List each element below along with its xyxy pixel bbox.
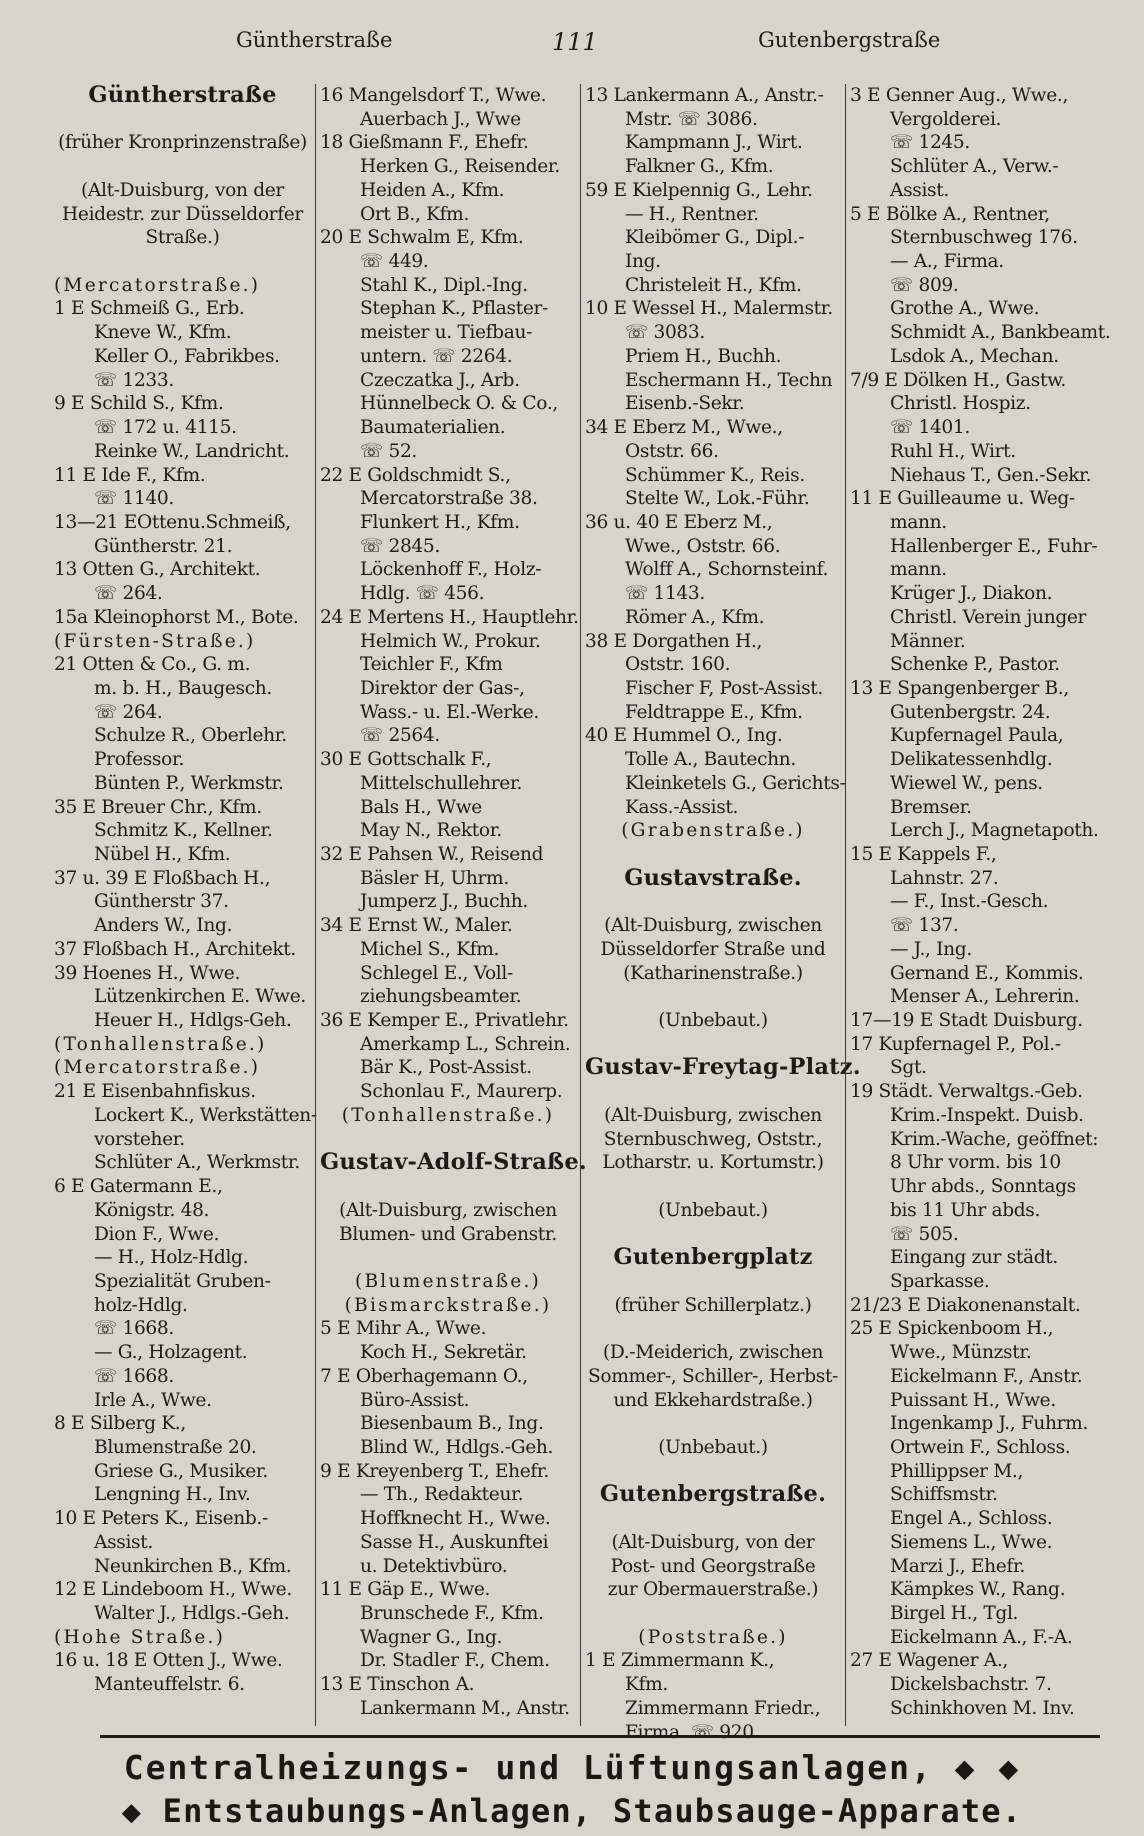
- street-heading: Gustav-Freytag-Platz.: [585, 1054, 861, 1081]
- directory-entry-line: holz-Hdlg.: [94, 1294, 188, 1316]
- directory-entry-line: Gutenbergstr. 24.: [890, 701, 1051, 723]
- advertisement-line-2: ◆ Entstaubungs-Anlagen, Staubsauge-Apparate.: [121, 1792, 1023, 1830]
- directory-entry-line: Kleibömer G., Dipl.-: [625, 227, 805, 249]
- directory-entry-line: Schiffsmstr.: [890, 1484, 998, 1506]
- directory-entry-line: Falkner G., Kfm.: [625, 156, 774, 178]
- directory-entry-line: (Fürsten-Straße.): [54, 630, 256, 652]
- directory-entry-line: Stelte W., Lok.-Führ.: [625, 488, 810, 510]
- directory-entry-line: Kneve W., Kfm.: [94, 322, 232, 344]
- directory-entry-line: 37 Floßbach H., Architekt.: [54, 938, 296, 960]
- directory-entry-line: u. Detektivbüro.: [360, 1555, 508, 1577]
- directory-entry-line: Christeleit H., Kfm.: [625, 274, 802, 296]
- directory-entry-line: Blind W., Hdlgs.-Geh.: [360, 1436, 554, 1458]
- directory-entry-line: ☏ 264.: [94, 701, 163, 723]
- directory-entry-line: untern. ☏ 2264.: [360, 345, 513, 367]
- directory-entry-line: 8 E Silberg K.,: [54, 1413, 186, 1435]
- directory-entry-line: ☏ 1401.: [890, 417, 970, 439]
- directory-entry-line: (Blumenstraße.): [354, 1270, 542, 1292]
- spacer: [585, 1175, 841, 1199]
- directory-entry-line: (Unbebaut.): [658, 1010, 768, 1032]
- directory-entry-line: 7 E Oberhagemann O.,: [320, 1365, 528, 1387]
- directory-entry-line: Hallenberger E., Fuhr-: [890, 535, 1098, 557]
- directory-entry-line: Heuer H., Hdlgs-Geh.: [94, 1010, 292, 1032]
- directory-entry-line: Neunkirchen B., Kfm.: [94, 1555, 292, 1577]
- directory-entry-line: Eickelmann A., F.-A.: [890, 1626, 1073, 1648]
- directory-entry-line: Schinkhoven M. Inv.: [890, 1697, 1075, 1719]
- directory-entry-line: Priem H., Buchh.: [625, 345, 782, 367]
- directory-entry-line: (Unbebaut.): [658, 1199, 768, 1221]
- directory-entry-line: ☏ 2564.: [360, 725, 440, 747]
- directory-entry-line: Bär K., Post-Assist.: [360, 1057, 532, 1079]
- directory-entry-line: 27 E Wagener A.,: [850, 1650, 1008, 1672]
- directory-entry-line: (Unbebaut.): [658, 1436, 768, 1458]
- directory-entry-line: Güntherstr. 21.: [94, 535, 233, 557]
- spacer: [585, 1080, 841, 1104]
- directory-entry-line: Dr. Stadler F., Chem.: [360, 1650, 550, 1672]
- directory-entry-line: Eisenb.-Sekr.: [625, 393, 745, 415]
- spacer: [54, 108, 311, 132]
- directory-entry-line: Herken G., Reisender.: [360, 156, 560, 178]
- directory-entry-line: Ruhl H., Wirt.: [890, 440, 1016, 462]
- directory-entry-line: (Alt-Duisburg, zwischen: [604, 1104, 822, 1126]
- directory-entry-line: Oststr. 66.: [625, 440, 719, 462]
- header-left-street: Güntherstraße: [236, 28, 393, 52]
- directory-entry-line: — Th., Redakteur.: [360, 1484, 524, 1506]
- directory-entry-line: Heidestr. zur Düsseldorfer: [62, 203, 303, 225]
- directory-entry-line: Koch H., Sekretär.: [360, 1342, 527, 1364]
- directory-entry-line: 21 Otten & Co., G. m.: [54, 654, 251, 676]
- directory-entry-line: (Alt-Duisburg, von der: [611, 1531, 815, 1553]
- spacer: [320, 1128, 576, 1152]
- directory-entry-line: (D.-Meiderich, zwischen: [602, 1342, 824, 1364]
- directory-entry-line: 25 E Spickenboom H.,: [850, 1318, 1054, 1340]
- directory-entry-line: Bünten P., Werkmstr.: [94, 772, 284, 794]
- directory-entry-line: ☏ 3083.: [625, 322, 705, 344]
- directory-entry-line: Güntherstr 37.: [94, 891, 229, 913]
- directory-entry-line: 15a Kleinophorst M., Bote.: [54, 606, 299, 628]
- directory-entry-line: Blumen- und Grabenstr.: [339, 1223, 557, 1245]
- directory-entry-line: ☏ 2845.: [360, 535, 440, 557]
- directory-entry-line: Schulze R., Oberlehr.: [94, 725, 287, 747]
- directory-entry-line: Düsseldorfer Straße und: [600, 938, 826, 960]
- directory-entry-line: Löckenhoff F., Holz-: [360, 559, 542, 581]
- directory-entry-line: 40 E Hummel O., Ing.: [585, 725, 783, 747]
- footer-rule: [100, 1735, 1100, 1738]
- directory-entry-line: Professor.: [94, 749, 185, 771]
- directory-entry-line: Irle A., Wwe.: [94, 1389, 212, 1411]
- directory-entry-line: vorsteher.: [94, 1128, 185, 1150]
- directory-entry-line: Delikatessenhdlg.: [890, 749, 1053, 771]
- directory-entry-line: (früher Kronprinzenstraße): [58, 132, 307, 154]
- directory-entry-line: Kleinketels G., Gerichts-: [625, 772, 846, 794]
- directory-entry-line: 5 E Mihr A., Wwe.: [320, 1318, 487, 1340]
- directory-entry-line: Uhr abds., Sonntags: [890, 1176, 1076, 1198]
- directory-entry-line: Schümmer K., Reis.: [625, 464, 805, 486]
- directory-entry-line: 34 E Eberz M., Wwe.,: [585, 417, 783, 439]
- directory-entry-line: Nübel H., Kfm.: [94, 844, 231, 865]
- spacer: [585, 890, 841, 914]
- column-1: [50, 84, 315, 1726]
- directory-entry-line: 21/23 E Diakonenanstalt.: [850, 1294, 1081, 1316]
- directory-entry-line: Dickelsbachstr. 7.: [890, 1674, 1052, 1696]
- directory-entry-line: Schlegel E., Voll-: [360, 962, 513, 984]
- directory-entry-line: ☏ 1140.: [94, 488, 174, 510]
- directory-entry-line: Reinke W., Landricht.: [94, 440, 290, 462]
- directory-entry-line: 13 E Spangenberger B.,: [850, 677, 1069, 699]
- directory-entry-line: Helmich W., Prokur.: [360, 630, 541, 652]
- directory-columns: [50, 82, 1111, 1743]
- directory-entry-line: Hdlg. ☏ 456.: [360, 583, 485, 605]
- directory-entry-line: 21 E Eisenbahnfiskus.: [54, 1081, 256, 1103]
- directory-entry-line: 37 u. 39 E Floßbach H.,: [54, 867, 271, 889]
- directory-entry-line: mann.: [890, 559, 947, 581]
- directory-entry-line: 11 E Ide F., Kfm.: [54, 464, 206, 486]
- directory-entry-line: 7/9 E Dölken H., Gastw.: [850, 369, 1066, 391]
- directory-entry-line: Wwe., Oststr. 66.: [625, 535, 781, 557]
- directory-entry-line: 13 E Tinschon A.: [320, 1674, 475, 1696]
- directory-entry-line: 20 E Schwalm E, Kfm.: [320, 227, 524, 249]
- directory-entry-line: 22 E Goldschmidt S.,: [320, 464, 511, 486]
- directory-entry-line: Walter J., Hdlgs.-Geh.: [94, 1603, 290, 1624]
- spacer: [585, 1223, 841, 1247]
- directory-entry-line: (Mercatorstraße.): [54, 1057, 261, 1079]
- directory-entry-line: Manteuffelstr. 6.: [94, 1674, 245, 1696]
- directory-entry-line: — F., Inst.-Gesch.: [890, 891, 1049, 913]
- directory-entry-line: meister u. Tiefbau-: [360, 322, 533, 344]
- directory-entry-line: Assist.: [94, 1531, 153, 1553]
- directory-entry-line: — H., Holz-Hdlg.: [94, 1247, 249, 1269]
- directory-entry-line: — H., Rentner.: [625, 203, 759, 225]
- directory-entry-line: Christl. Hospiz.: [890, 393, 1031, 415]
- directory-entry-line: Biesenbaum B., Ing.: [360, 1413, 544, 1435]
- directory-entry-line: Sparkasse.: [890, 1270, 990, 1292]
- directory-entry-line: Teichler F., Kfm: [360, 654, 503, 676]
- directory-entry-line: Sternbuschweg, Oststr.,: [603, 1128, 823, 1150]
- directory-entry-line: ☏ 1668.: [94, 1318, 174, 1340]
- directory-entry-line: Siemens L., Wwe.: [890, 1531, 1053, 1553]
- directory-entry-line: Königstr. 48.: [94, 1199, 210, 1221]
- directory-entry-line: Lahnstr. 27.: [890, 867, 999, 889]
- directory-entry-line: 36 E Kemper E., Privatlehr.: [320, 1010, 569, 1032]
- directory-entry-line: 18 Gießmann F., Ehefr.: [320, 132, 529, 154]
- directory-entry-line: Schmidt A., Bankbeamt.: [890, 322, 1111, 344]
- directory-entry-line: Krim.-Wache, geöffnet:: [890, 1128, 1099, 1150]
- directory-entry-line: Lotharstr. u. Kortumstr.): [602, 1152, 824, 1174]
- directory-entry-line: Tolle A., Bautechn.: [625, 749, 796, 771]
- directory-entry-line: 24 E Mertens H., Hauptlehr.: [320, 606, 579, 628]
- directory-entry-line: ☏ 52.: [360, 440, 417, 462]
- directory-entry-line: Sternbuschweg 176.: [890, 227, 1078, 249]
- directory-entry-line: Birgel H., Tgl.: [890, 1603, 1019, 1624]
- directory-entry-line: — A., Firma.: [890, 251, 1004, 273]
- directory-entry-line: (Katharinenstraße.): [623, 962, 803, 984]
- directory-entry-line: 17—19 E Stadt Duisburg.: [850, 1010, 1083, 1032]
- directory-entry-line: bis 11 Uhr abds.: [890, 1199, 1041, 1221]
- directory-entry-line: 19 Städt. Verwaltgs.-Geb.: [850, 1081, 1083, 1103]
- directory-entry-line: Engel A., Schloss.: [890, 1508, 1053, 1530]
- column-3: [580, 84, 861, 1743]
- directory-entry-line: ☏ 137.: [890, 915, 959, 937]
- directory-entry-line: Bremser.: [890, 796, 972, 818]
- directory-entry-line: Bals H., Wwe: [360, 796, 482, 818]
- directory-entry-line: (Alt-Duisburg, zwischen: [339, 1199, 557, 1221]
- spacer: [585, 1507, 841, 1531]
- directory-entry-line: Anders W., Ing.: [94, 915, 233, 937]
- directory-entry-line: 12 E Lindeboom H., Wwe.: [54, 1579, 292, 1601]
- spacer: [54, 250, 311, 274]
- directory-entry-line: 11 E Gäp E., Wwe.: [320, 1579, 491, 1601]
- directory-entry-line: Kupfernagel Paula,: [890, 725, 1064, 747]
- directory-entry-line: Lsdok A., Mechan.: [890, 345, 1059, 367]
- directory-entry-line: Lützenkirchen E. Wwe.: [94, 986, 306, 1008]
- street-heading: Gutenbergplatz: [613, 1244, 813, 1271]
- directory-entry-line: 13 Otten G., Architekt.: [54, 559, 261, 581]
- directory-entry-line: Grothe A., Wwe.: [890, 298, 1040, 320]
- advertisement-line-1: Centralheizungs- und Lüftungsanlagen, ◆ ◆: [123, 1748, 1021, 1787]
- directory-entry-line: Phillippser M.,: [890, 1460, 1024, 1482]
- directory-entry-line: Lankermann M., Anstr.: [360, 1697, 570, 1719]
- directory-entry-line: Krim.-Inspekt. Duisb.: [890, 1104, 1084, 1126]
- directory-entry-line: Sgt.: [890, 1057, 927, 1079]
- directory-entry-line: 36 u. 40 E Eberz M.,: [585, 511, 773, 533]
- directory-entry-line: ☏ 1143.: [625, 583, 705, 605]
- directory-entry-line: Brunschede F., Kfm.: [360, 1603, 544, 1624]
- spacer: [585, 1033, 841, 1057]
- directory-entry-line: Post- und Georgstraße: [610, 1555, 816, 1577]
- directory-entry-line: 34 E Ernst W., Maler.: [320, 915, 513, 937]
- directory-entry-line: Schlüter A., Werkmstr.: [94, 1152, 300, 1174]
- spacer: [585, 1602, 841, 1626]
- directory-entry-line: Lockert K., Werkstätten-: [94, 1104, 317, 1126]
- directory-entry-line: Assist.: [890, 179, 949, 201]
- directory-entry-line: ☏ 264.: [94, 583, 163, 605]
- directory-entry-line: Wass.- u. El.-Werke.: [360, 701, 539, 723]
- directory-entry-line: Feldtrappe E., Kfm.: [625, 701, 803, 723]
- directory-entry-line: Eickelmann F., Anstr.: [890, 1365, 1083, 1387]
- spacer: [585, 1412, 841, 1436]
- spacer: [585, 1270, 841, 1294]
- directory-entry-line: 59 E Kielpennig G., Lehr.: [585, 179, 813, 201]
- directory-entry-line: Krüger J., Diakon.: [890, 583, 1053, 605]
- directory-entry-line: (Alt-Duisburg, von der: [81, 179, 284, 201]
- directory-entry-line: Lengning H., Inv.: [94, 1484, 251, 1506]
- spacer: [54, 155, 311, 179]
- directory-entry-line: (Tonhallenstraße.): [341, 1104, 555, 1126]
- directory-entry-line: Michel S., Kfm.: [360, 938, 500, 960]
- directory-entry-line: 1 E Zimmermann K.,: [585, 1650, 775, 1672]
- directory-entry-line: ☏ 1245.: [890, 132, 970, 154]
- directory-entry-line: Römer A., Kfm.: [625, 606, 765, 628]
- directory-entry-line: 1 E Schmeiß G., Erb.: [54, 298, 245, 320]
- directory-entry-line: mann.: [890, 511, 947, 533]
- directory-entry-line: und Ekkehardstraße.): [613, 1389, 813, 1411]
- directory-entry-line: Bäsler H, Uhrm.: [360, 867, 509, 889]
- directory-entry-line: 16 u. 18 E Otten J., Wwe.: [54, 1650, 283, 1672]
- street-heading: Gustavstraße.: [624, 864, 802, 891]
- directory-entry-line: Sommer-, Schiller-, Herbst-: [587, 1365, 838, 1387]
- directory-entry-line: ☏ 1233.: [94, 369, 174, 391]
- directory-entry-line: (Poststraße.): [638, 1626, 788, 1648]
- directory-entry-line: 35 E Breuer Chr., Kfm.: [54, 796, 262, 818]
- directory-entry-line: Oststr. 160.: [625, 654, 731, 676]
- directory-entry-line: Kass.-Assist.: [625, 796, 739, 818]
- directory-entry-line: (früher Schillerplatz.): [614, 1294, 812, 1316]
- directory-entry-line: ☏ 449.: [360, 251, 429, 273]
- directory-entry-line: (Mercatorstraße.): [54, 274, 261, 296]
- directory-entry-line: Marzi J., Ehefr.: [890, 1555, 1025, 1577]
- directory-entry-line: Auerbach J., Wwe: [360, 108, 521, 130]
- page-number: 111: [552, 28, 598, 56]
- spacer: [320, 1246, 576, 1270]
- directory-entry-line: — J., Ing.: [890, 938, 972, 960]
- directory-entry-line: Kfm.: [625, 1674, 668, 1696]
- directory-entry-line: Zimmermann Friedr.,: [625, 1697, 821, 1719]
- directory-entry-line: Ort B., Kfm.: [360, 203, 470, 225]
- directory-entry-line: Kampmann J., Wirt.: [625, 132, 803, 154]
- directory-entry-line: Blumenstraße 20.: [94, 1436, 257, 1458]
- directory-entry-line: Wiewel W., pens.: [890, 772, 1043, 794]
- directory-entry-line: 11 E Guilleaume u. Weg-: [850, 488, 1075, 510]
- directory-entry-line: — G., Holzagent.: [94, 1342, 248, 1364]
- directory-entry-line: Czeczatka J., Arb.: [360, 369, 520, 391]
- street-heading: Güntherstraße: [88, 82, 277, 108]
- directory-entry-line: Ortwein F., Schloss.: [890, 1436, 1071, 1458]
- directory-entry-line: Mittelschullehrer.: [360, 772, 523, 794]
- directory-entry-line: Eingang zur städt.: [890, 1247, 1058, 1269]
- directory-entry-line: 3 E Genner Aug., Wwe.,: [850, 85, 1069, 106]
- directory-entry-line: 9 E Kreyenberg T., Ehefr.: [320, 1460, 549, 1482]
- directory-entry-line: (Grabenstraße.): [621, 820, 805, 842]
- directory-entry-line: Flunkert H., Kfm.: [360, 511, 520, 533]
- directory-entry-line: Hoffknecht H., Wwe.: [360, 1508, 551, 1530]
- directory-entry-line: 5 E Bölke A., Rentner,: [850, 203, 1050, 225]
- directory-entry-line: 17 Kupfernagel P., Pol.-: [850, 1033, 1061, 1055]
- directory-entry-line: ☏ 505.: [890, 1223, 959, 1245]
- directory-entry-line: ☏ 1668.: [94, 1365, 174, 1387]
- directory-entry-line: (Bismarckstraße.): [344, 1294, 552, 1316]
- directory-entry-line: Wagner G., Ing.: [360, 1626, 503, 1648]
- directory-entry-line: 38 E Dorgathen H.,: [585, 630, 763, 652]
- directory-entry-line: Jumperz J., Buchh.: [360, 891, 528, 913]
- spacer: [585, 1460, 841, 1484]
- directory-entry-line: Schlüter A., Verw.-: [890, 156, 1059, 178]
- directory-entry-line: Ing.: [625, 251, 661, 273]
- directory-entry-line: 39 Hoenes H., Wwe.: [54, 962, 241, 984]
- directory-entry-line: (Alt-Duisburg, zwischen: [604, 915, 822, 937]
- directory-entry-line: (Hohe Straße.): [54, 1626, 226, 1648]
- directory-entry-line: 10 E Peters K., Eisenb.-: [54, 1508, 268, 1530]
- directory-entry-line: 10 E Wessel H., Malermstr.: [585, 298, 833, 320]
- directory-entry-line: Schonlau F., Maurerp.: [360, 1081, 563, 1103]
- directory-entry-line: Wolff A., Schornsteinf.: [625, 559, 829, 581]
- directory-entry-line: Firma. ☏ 920.: [625, 1721, 760, 1743]
- directory-entry-line: Gernand E., Kommis.: [890, 962, 1084, 984]
- directory-entry-line: ziehungsbeamter.: [360, 986, 522, 1008]
- directory-entry-line: Dion F., Wwe.: [94, 1223, 220, 1245]
- directory-entry-line: Mercatorstraße 38.: [360, 488, 538, 510]
- directory-entry-line: 13 Lankermann A., Anstr.-: [585, 85, 824, 106]
- directory-entry-line: Mstr. ☏ 3086.: [625, 108, 758, 130]
- directory-entry-line: Schmitz K., Kellner.: [94, 820, 273, 842]
- directory-entry-line: Keller O., Fabrikbes.: [94, 345, 280, 367]
- column-2: [315, 84, 587, 1726]
- directory-entry-line: Niehaus T., Gen.-Sekr.: [890, 464, 1092, 486]
- directory-entry-line: m. b. H., Baugesch.: [94, 677, 272, 699]
- street-heading: Gutenbergstraße.: [599, 1481, 827, 1508]
- directory-entry-line: 16 Mangelsdorf T., Wwe.: [320, 85, 547, 106]
- directory-entry-line: 9 E Schild S., Kfm.: [54, 393, 224, 415]
- directory-entry-line: Vergolderei.: [890, 108, 1002, 130]
- directory-entry-line: Männer.: [890, 630, 966, 652]
- directory-entry-line: 6 E Gatermann E.,: [54, 1176, 223, 1198]
- directory-entry-line: Hünnelbeck O. & Co.,: [360, 393, 558, 415]
- directory-entry-line: Wwe., Münzstr.: [890, 1342, 1032, 1364]
- directory-entry-line: Fischer F, Post-Assist.: [625, 677, 823, 699]
- directory-entry-line: 13—21 EOttenu.Schmeiß,: [54, 511, 291, 533]
- directory-entry-line: zur Obermauerstraße.): [607, 1579, 819, 1601]
- directory-entry-line: May N., Rektor.: [360, 820, 502, 842]
- directory-entry-line: Stephan K., Pflaster-: [360, 298, 548, 320]
- directory-entry-line: Menser A., Lehrerin.: [890, 986, 1080, 1008]
- column-4: [845, 84, 1110, 1726]
- directory-entry-line: 30 E Gottschalk F.,: [320, 749, 492, 771]
- directory-entry-line: Stahl K., Dipl.-Ing.: [360, 274, 528, 296]
- directory-entry-line: Direktor der Gas-,: [360, 677, 525, 699]
- directory-entry-line: Christl. Verein junger: [890, 606, 1087, 628]
- directory-entry-line: ☏ 809.: [890, 274, 959, 296]
- directory-entry-line: 15 E Kappels F.,: [850, 844, 997, 865]
- spacer: [585, 843, 841, 867]
- directory-entry-line: Lerch J., Magnetapoth.: [890, 820, 1099, 842]
- directory-entry-line: Baumaterialien.: [360, 417, 506, 439]
- street-heading: Gustav-Adolf-Straße.: [320, 1149, 587, 1176]
- directory-entry-line: ☏ 172 u. 4115.: [94, 417, 237, 439]
- directory-entry-line: Amerkamp L., Schrein.: [360, 1033, 571, 1055]
- spacer: [585, 985, 841, 1009]
- directory-entry-line: Ingenkamp J., Fuhrm.: [890, 1413, 1089, 1435]
- spacer: [585, 1317, 841, 1341]
- directory-entry-line: 8 Uhr vorm. bis 10: [890, 1152, 1061, 1174]
- directory-entry-line: Straße.): [145, 227, 220, 249]
- directory-entry-line: Griese G., Musiker.: [94, 1460, 268, 1482]
- directory-entry-line: Puissant H., Wwe.: [890, 1389, 1056, 1411]
- directory-entry-line: Büro-Assist.: [360, 1389, 470, 1411]
- directory-entry-line: (Tonhallenstraße.): [54, 1033, 267, 1055]
- directory-entry-line: Spezialität Gruben-: [94, 1270, 271, 1292]
- directory-entry-line: Heiden A., Kfm.: [360, 179, 505, 201]
- directory-entry-line: Sasse H., Auskunftei: [360, 1531, 549, 1553]
- directory-entry-line: Kämpkes W., Rang.: [890, 1579, 1066, 1601]
- header-right-street: Gutenbergstraße: [758, 28, 941, 52]
- directory-entry-line: Schenke P., Pastor.: [890, 654, 1060, 676]
- spacer: [320, 1175, 576, 1199]
- directory-entry-line: 32 E Pahsen W., Reisend: [320, 844, 544, 865]
- running-header: [0, 28, 1144, 60]
- directory-entry-line: Eschermann H., Techn: [625, 369, 833, 391]
